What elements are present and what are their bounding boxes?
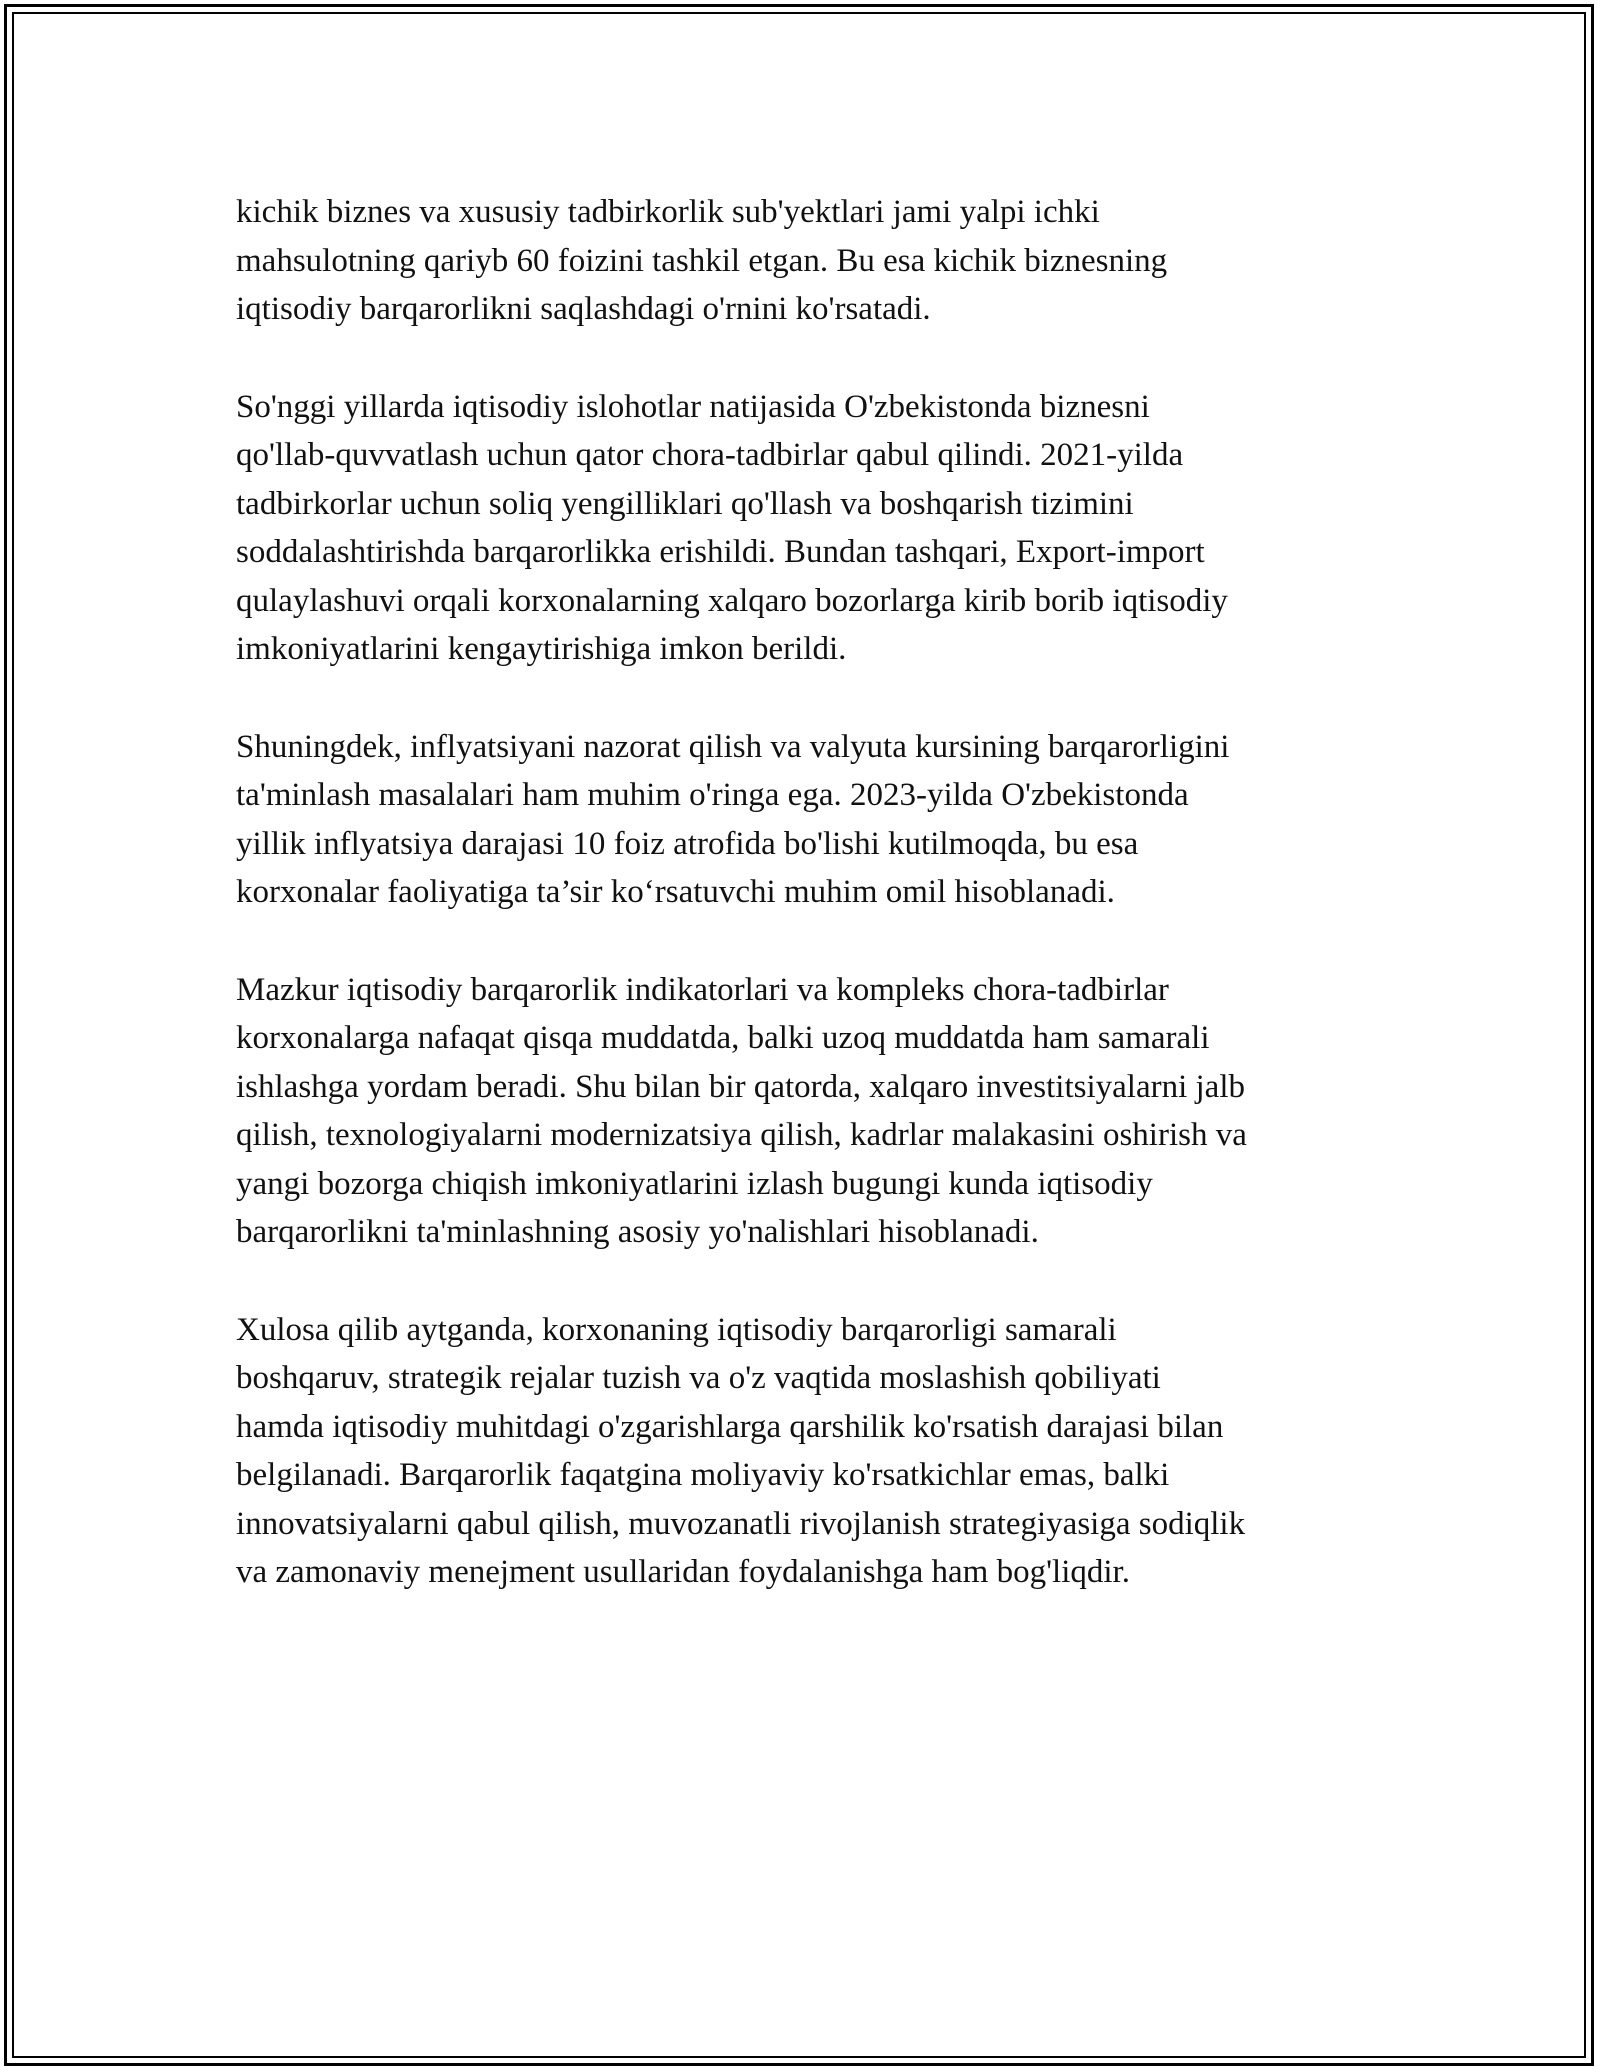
document-body [236,188,1386,1646]
paragraph [236,966,1386,1257]
text-line: korxonalar faoliyatiga ta’sir ko‘rsatuvchi muhim omil hisoblanadi. [236,874,1115,910]
text-line: mahsulotning qariyb 60 foizini tashkil etgan. Bu esa kichik biznesning [236,242,1168,279]
text-line: Shuningdek, inflyatsiyani nazorat qilish va valyuta kursining barqarorligini [236,728,1230,765]
text-line: kichik biznes va xususiy tadbirkorlik sub'yektlari jami yalpi ichki [236,194,1100,230]
text-line: ishlashga yordam beradi. Shu bilan bir qatorda, xalqaro investitsiyalarni jalb [236,1068,1245,1105]
paragraph [236,188,1386,334]
text-line: innovatsiyalarni qabul qilish, muvozanatli rivojlanish strategiyasiga sodiqlik [236,1505,1246,1542]
text-line: So'nggi yillarda iqtisodiy islohotlar natijasida O'zbekistonda biznesni [236,388,1150,425]
text-line: soddalashtirishda barqarorlikka erishildi. Bundan tashqari, Export-import [236,534,1205,570]
text-line: ta'minlash masalalari ham muhim o'ringa ega. 2023-yilda O'zbekistonda [236,777,1189,813]
text-line: tadbirkorlar uchun soliq yengilliklari qo'llash va boshqarish tizimini [236,485,1134,522]
text-line: barqarorlikni ta'minlashning asosiy yo'nalishlari hisoblanadi. [236,1214,1039,1250]
text-line: iqtisodiy barqarorlikni saqlashdagi o'rnini ko'rsatadi. [236,291,931,327]
text-line: boshqaruv, strategik rejalar tuzish va o'z vaqtida moslashish qobiliyati [236,1360,1161,1396]
text-line: imkoniyatlarini kengaytirishiga imkon berildi. [236,631,847,667]
text-line: belgilanadi. Barqarorlik faqatgina moliyaviy ko'rsatkichlar emas, balki [236,1457,1170,1493]
text-line: va zamonaviy menejment usullaridan foydalanishga ham bog'liqdir. [236,1554,1130,1590]
text-line: Xulosa qilib aytganda, korxonaning iqtisodiy barqarorligi samarali [236,1311,1117,1348]
text-line: yangi bozorga chiqish imkoniyatlarini izlash bugungi kunda iqtisodiy [236,1165,1153,1202]
text-line: hamda iqtisodiy muhitdagi o'zgarishlarga qarshilik ko'rsatish darajasi bilan [236,1408,1224,1445]
text-line: qulaylashuvi orqali korxonalarning xalqaro bozorlarga kirib borib iqtisodiy [236,582,1228,619]
text-line: Mazkur iqtisodiy barqarorlik indikatorlari va kompleks chora-tadbirlar [236,971,1169,1008]
text-line: qo'llab-quvvatlash uchun qator chora-tadbirlar qabul qilindi. 2021-yilda [236,437,1184,473]
text-line: korxonalarga nafaqat qisqa muddatda, balki uzoq muddatda ham samarali [236,1020,1210,1056]
paragraph [236,1306,1386,1597]
text-line: yillik inflyatsiya darajasi 10 foiz atrofida bo'lishi kutilmoqda, bu esa [236,825,1139,862]
paragraph [236,723,1386,917]
text-line: qilish, texnologiyalarni modernizatsiya qilish, kadrlar malakasini oshirish va [236,1117,1247,1153]
paragraph [236,383,1386,674]
